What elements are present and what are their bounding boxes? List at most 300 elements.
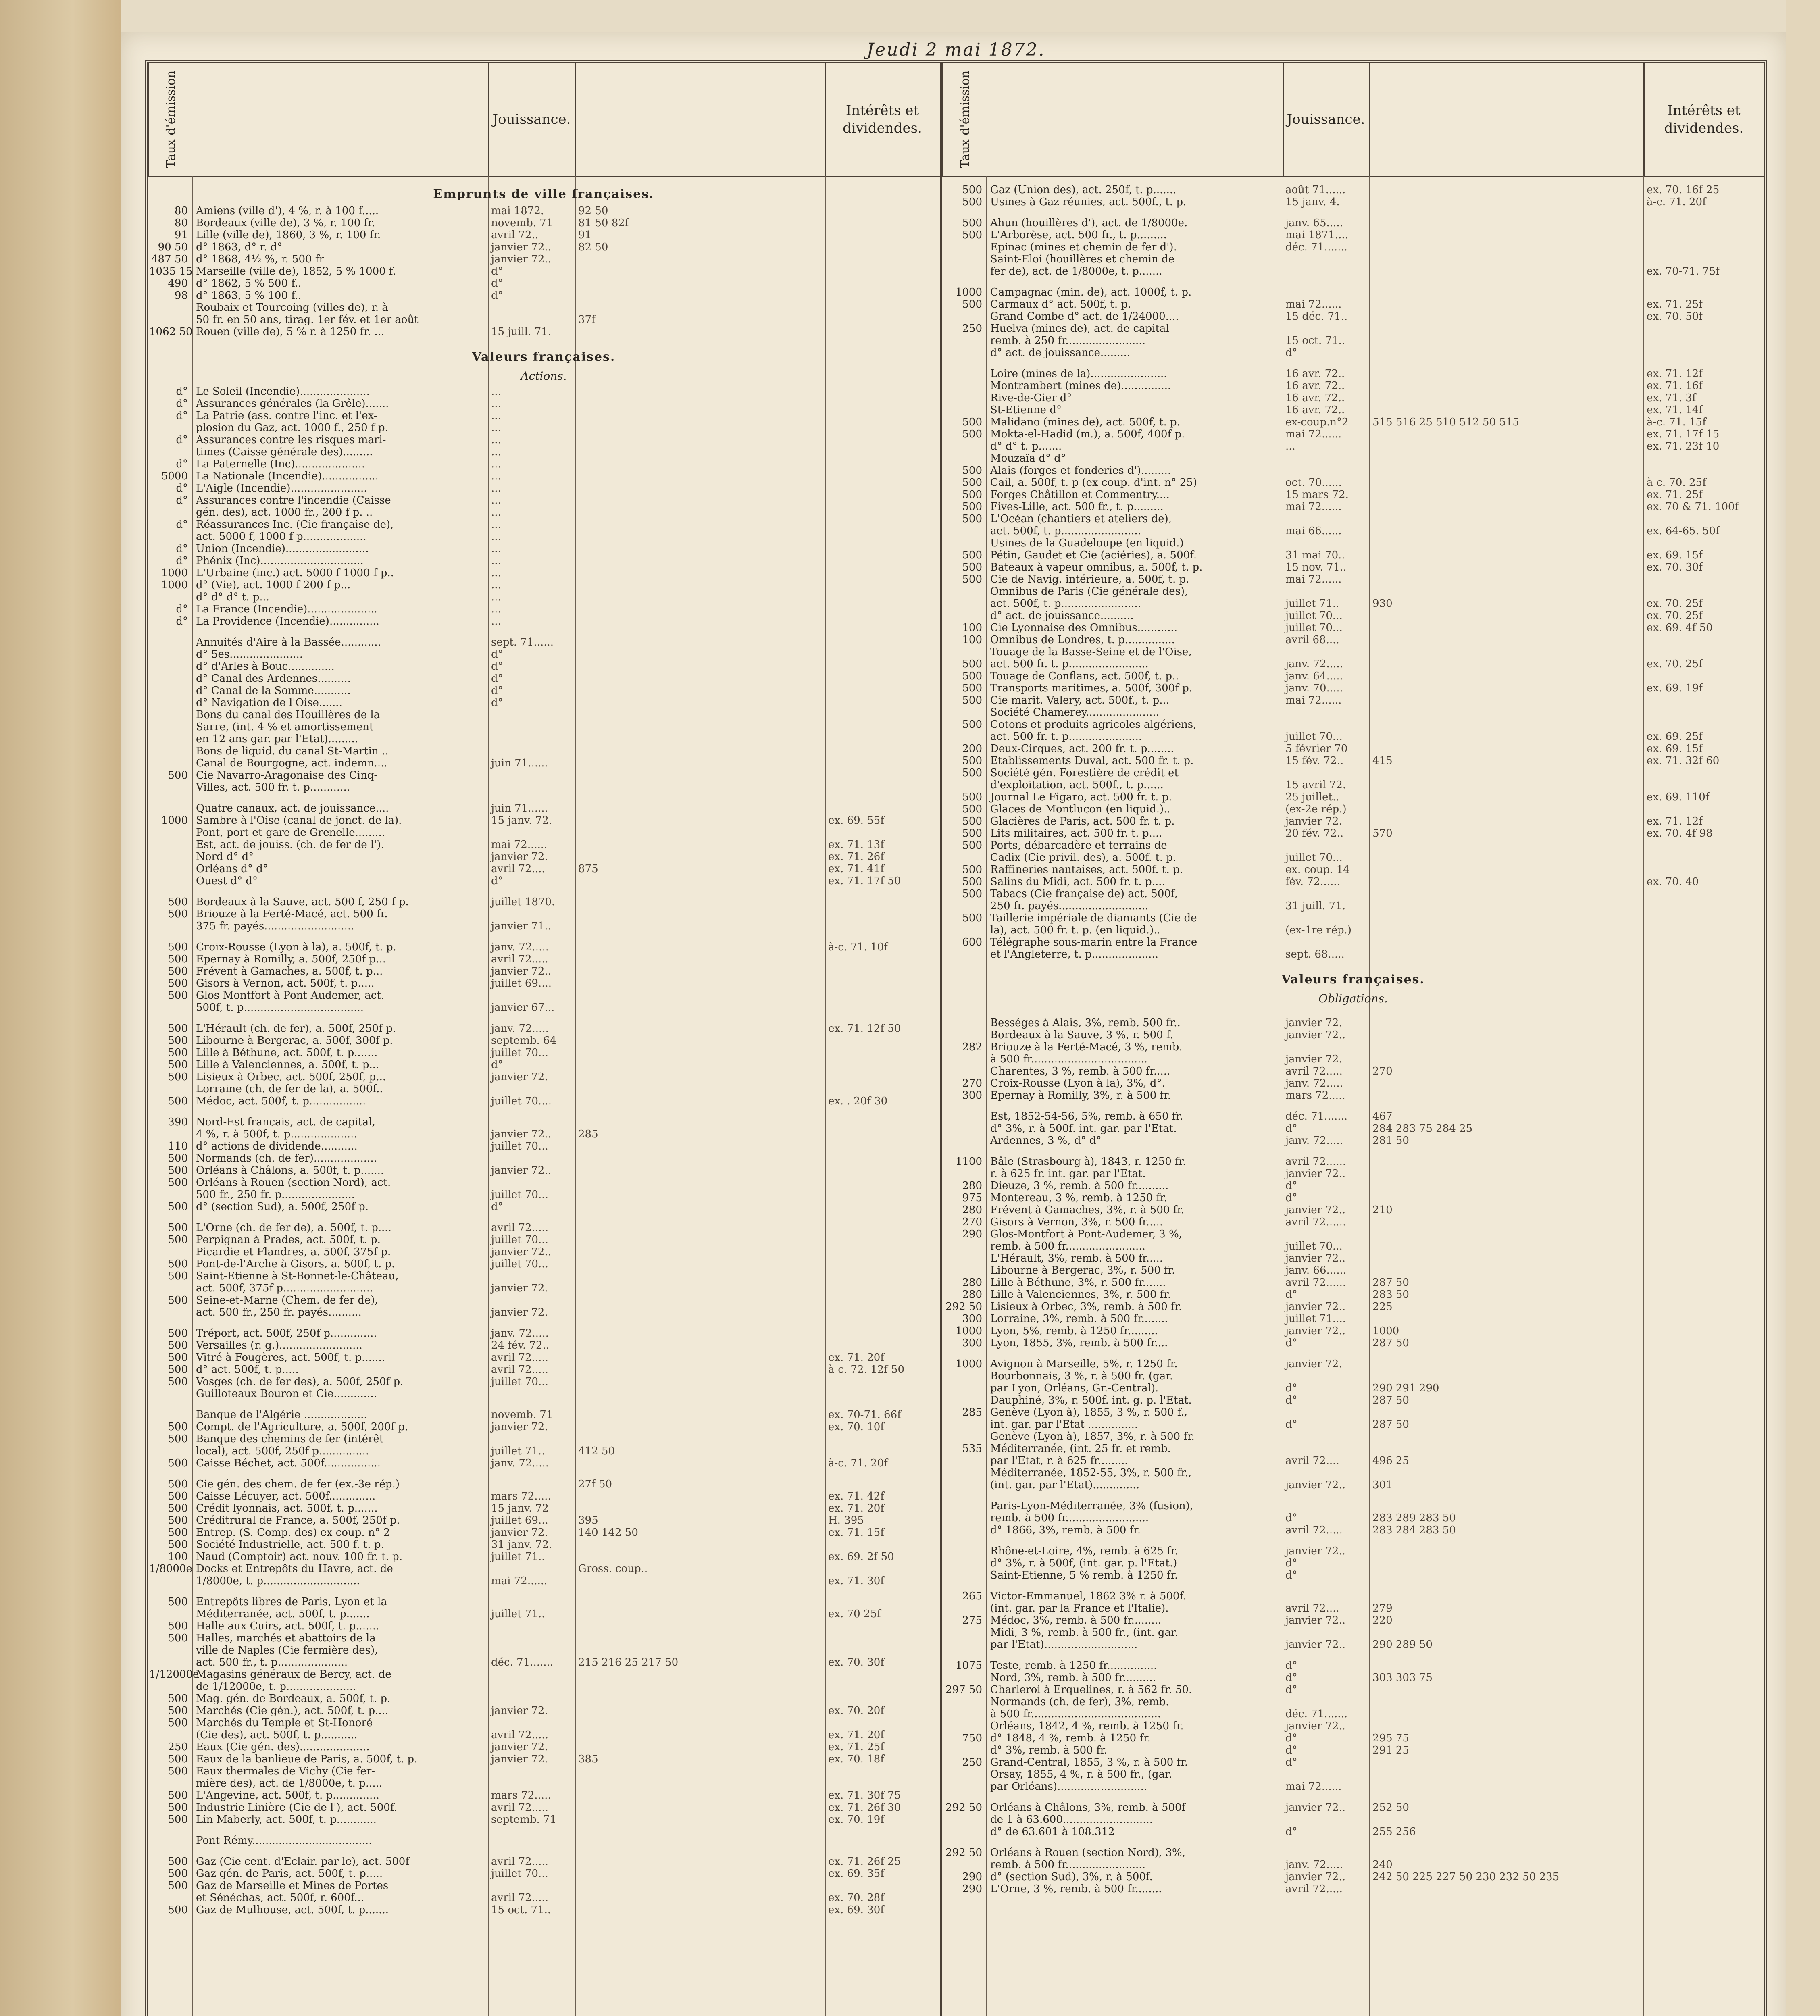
table-row <box>942 298 1764 310</box>
table-row <box>148 458 940 470</box>
designation-cell: Assurances contre l'incendie (Caisse <box>196 494 391 506</box>
taux-cell: 500 <box>168 896 188 908</box>
designation-cell: local), act. 500f, 250f p............... <box>196 1445 369 1457</box>
table-row <box>942 1418 1764 1431</box>
designation-cell: (int. gar. par la France et l'Italie). <box>990 1602 1169 1614</box>
jouissance-cell: 16 avr. 72.. <box>1285 404 1345 416</box>
jouissance-cell: janvier 72. <box>491 1527 548 1539</box>
jouissance-cell: mai 72...... <box>1285 428 1342 440</box>
designation-cell: d° actions de dividende........... <box>196 1140 358 1152</box>
jouissance-cell: mars 72..... <box>1285 1089 1345 1102</box>
taux-cell: 500 <box>962 694 982 706</box>
cours-cell: 385 <box>578 1753 598 1765</box>
table-row <box>942 416 1764 428</box>
taux-cell: 300 <box>962 1337 982 1349</box>
dividend-cell: ex. 70. 20f <box>828 1705 884 1717</box>
jouissance-cell: 25 juillet.. <box>1285 791 1339 803</box>
jouissance-cell: ... <box>491 470 501 482</box>
taux-cell: 5000 <box>161 470 188 482</box>
taux-cell: 490 <box>168 277 188 289</box>
dividend-cell: ex. 70. 19f <box>828 1814 884 1826</box>
jouissance-cell: avril 72..... <box>491 1364 548 1376</box>
table-row <box>942 1053 1764 1065</box>
table-row <box>148 1620 940 1632</box>
row-spacer <box>942 1793 1764 1801</box>
table-row <box>148 1095 940 1107</box>
table-row <box>148 1035 940 1047</box>
row-spacer <box>148 1400 940 1409</box>
designation-cell: Halle aux Cuirs, act. 500f, t. p....... <box>196 1620 379 1632</box>
row-spacer <box>942 1838 1764 1847</box>
table-row <box>942 1639 1764 1651</box>
taux-cell: 535 <box>962 1443 982 1455</box>
table-row <box>942 1228 1764 1240</box>
table-row <box>148 494 940 506</box>
jouissance-cell: août 71...... <box>1285 184 1346 196</box>
table-row <box>148 896 940 908</box>
table-row <box>148 1705 940 1717</box>
taux-cell: d° <box>176 410 188 422</box>
designation-cell: Mokta-el-Hadid (m.), a. 500f, 400f p. <box>990 428 1185 440</box>
table-row <box>148 851 940 863</box>
taux-cell: 500 <box>168 1632 188 1644</box>
designation-cell: Rouen (ville de), 5 % r. à 1250 fr. ... <box>196 326 385 338</box>
table-row <box>942 1500 1764 1512</box>
jouissance-cell: juillet 1870. <box>491 896 555 908</box>
designation-cell: (Cie des), act. 500f, t. p........... <box>196 1729 358 1741</box>
designation-cell: L'Aigle (Incendie)....................... <box>196 482 367 494</box>
table-row <box>942 335 1764 347</box>
table-row <box>942 658 1764 670</box>
cours-cell: 37f <box>578 314 596 326</box>
designation-cell: Ports, débarcadère et terrains de <box>990 839 1167 852</box>
table-row <box>942 815 1764 827</box>
taux-cell: 500 <box>168 1421 188 1433</box>
dividend-cell: ex. 71. 41f <box>828 863 884 875</box>
table-row <box>942 803 1764 815</box>
designation-cell: Lorraine, 3%, remb. à 500 fr........ <box>990 1313 1168 1325</box>
table-row <box>942 1814 1764 1826</box>
designation-cell: times (Caisse générale des)......... <box>196 446 373 458</box>
table-row <box>148 1258 940 1270</box>
table-row <box>148 1071 940 1083</box>
table-row <box>148 1575 940 1587</box>
jouissance-cell: mars 72..... <box>491 1789 551 1801</box>
table-row <box>148 1140 940 1152</box>
jouissance-cell: mai 1871.... <box>1285 229 1348 241</box>
table-row <box>942 1313 1764 1325</box>
designation-cell: Libourne à Bergerac, 3%, r. 500 fr. <box>990 1264 1175 1277</box>
table-row <box>942 1744 1764 1756</box>
designation-cell: Pont, port et gare de Grenelle......... <box>196 827 385 839</box>
table-row <box>148 1421 940 1433</box>
designation-cell: Bâle (Strasbourg à), 1843, r. 1250 fr. <box>990 1156 1186 1168</box>
jouissance-cell: (ex-2e rép.) <box>1285 803 1347 815</box>
designation-cell: Touage de la Basse-Seine et de l'Oise, <box>990 646 1192 658</box>
table-row <box>942 839 1764 852</box>
jouissance-cell: janvier 72.. <box>491 241 552 253</box>
cours-cell: 81 50 82f <box>578 217 629 229</box>
header-jouissance: Jouissance. <box>488 63 576 176</box>
taux-cell: 1/8000e <box>149 1563 192 1575</box>
jouissance-cell: d° <box>491 265 503 277</box>
jouissance-cell: septemb. 64 <box>491 1035 557 1047</box>
designation-cell: Briouze à la Ferté-Macé, 3 %, remb. <box>990 1041 1183 1053</box>
table-row <box>942 1370 1764 1382</box>
designation-cell: Nord-Est français, act. de capital, <box>196 1116 375 1128</box>
designation-cell: Pont-de-l'Arche à Gisors, a. 500f, t. p. <box>196 1258 395 1270</box>
designation-cell: Raffineries nantaises, act. 500f. t. p. <box>990 864 1183 876</box>
row-spacer <box>942 960 1764 969</box>
table-row <box>148 697 940 709</box>
taux-cell: 270 <box>962 1077 982 1089</box>
dividend-cell: à-c. 72. 12f 50 <box>828 1364 905 1376</box>
table-row <box>942 1847 1764 1859</box>
designation-cell: act. 500f, t. p........................ <box>990 598 1141 610</box>
jouissance-cell: d° <box>491 289 503 302</box>
taux-cell: 500 <box>168 941 188 953</box>
jouissance-cell: ... <box>491 410 501 422</box>
jouissance-cell: d° <box>1285 1569 1297 1581</box>
jouissance-cell: janvier 72.. <box>1285 1325 1346 1337</box>
taux-cell: 500 <box>168 769 188 781</box>
table-row <box>942 1277 1764 1289</box>
table-row <box>148 1681 940 1693</box>
designation-cell: à 500 fr....................................... <box>990 1708 1161 1720</box>
dividend-cell: ex. 70. 40 <box>1647 876 1699 888</box>
dividend-cell: ex. 71. 12f 50 <box>828 1023 901 1035</box>
dividend-cell: ex. 70. 25f <box>1647 598 1703 610</box>
taux-cell: 487 50 <box>151 253 188 265</box>
jouissance-cell: avril 72...... <box>1285 1156 1346 1168</box>
taux-cell: 500 <box>168 1789 188 1801</box>
designation-cell: Banque de l'Algérie ................... <box>196 1409 367 1421</box>
taux-cell: 390 <box>168 1116 188 1128</box>
table-row <box>942 1077 1764 1089</box>
table-row <box>148 1765 940 1777</box>
jouissance-cell: d° <box>1285 1660 1297 1672</box>
jouissance-cell: d° <box>491 648 503 660</box>
designation-cell: (int. gar. par l'Etat).............. <box>990 1479 1139 1491</box>
taux-cell: d° <box>176 519 188 531</box>
header-designation <box>192 63 489 176</box>
table-row <box>942 1123 1764 1135</box>
jouissance-cell: ... <box>491 434 501 446</box>
jouissance-cell: avril 72..... <box>491 1352 548 1364</box>
row-spacer <box>942 208 1764 217</box>
table-row <box>148 302 940 314</box>
taux-cell: 500 <box>168 1352 188 1364</box>
taux-cell: 500 <box>168 1527 188 1539</box>
taux-cell: 975 <box>962 1192 982 1204</box>
taux-cell: 500 <box>168 1539 188 1551</box>
table-row <box>148 1880 940 1892</box>
cours-cell: 91 <box>578 229 592 241</box>
taux-cell: 500 <box>962 196 982 208</box>
designation-cell: et Sénéchas, act. 500f, r. 600f... <box>196 1892 364 1904</box>
table-row <box>148 205 940 217</box>
jouissance-cell: ... <box>491 398 501 410</box>
designation-cell: Loire (mines de la)....................... <box>990 368 1167 380</box>
row-spacer <box>942 359 1764 368</box>
table-row <box>148 1856 940 1868</box>
designation-cell: Gaz (Union des), act. 250f, t. p....... <box>990 184 1177 196</box>
dividend-cell: H. 395 <box>828 1514 864 1527</box>
binding-edge <box>0 0 121 2016</box>
row-spacer <box>942 1349 1764 1358</box>
dividend-cell: ex. 71. 3f <box>1647 392 1696 404</box>
taux-cell: 100 <box>962 622 982 634</box>
jouissance-cell: janv. 64..... <box>1285 670 1343 682</box>
table-row <box>942 876 1764 888</box>
row-spacer <box>148 1826 940 1835</box>
designation-cell: act. 500 fr., 250 fr. payés.......... <box>196 1306 362 1318</box>
designation-cell: Bons du canal des Houillères de la <box>196 709 380 721</box>
jouissance-cell: d° <box>1285 1123 1297 1135</box>
designation-cell: Gaz gén. de Paris, act. 500f, t. p..... <box>196 1868 383 1880</box>
table-row <box>148 1632 940 1644</box>
table-row <box>148 1892 940 1904</box>
designation-cell: Lille à Valenciennes, 3%, r. 500 fr. <box>990 1289 1171 1301</box>
table-row <box>942 694 1764 706</box>
table-row <box>942 1871 1764 1883</box>
jouissance-cell: janv. 72..... <box>491 941 549 953</box>
table-row <box>148 591 940 603</box>
taux-cell: 275 <box>962 1614 982 1627</box>
taux-cell: 500 <box>168 1693 188 1705</box>
designation-cell: Caisse Béchet, act. 500f................. <box>196 1457 381 1469</box>
jouissance-cell: juillet 70... <box>491 1258 548 1270</box>
designation-cell: d° Canal des Ardennes.......... <box>196 673 351 685</box>
cours-cell: 295 75 <box>1372 1732 1409 1744</box>
jouissance-cell: 15 mars 72. <box>1285 489 1349 501</box>
designation-cell: Rhône-et-Loire, 4%, remb. à 625 fr. <box>990 1545 1178 1557</box>
designation-cell: par Orléans)........................... <box>990 1781 1147 1793</box>
designation-cell: remb. à 500 fr........................ <box>990 1859 1145 1871</box>
designation-cell: Epinac (mines et chemin de fer d'). <box>990 241 1177 253</box>
jouissance-cell: (ex-1re rép.) <box>1285 924 1352 936</box>
taux-cell: 285 <box>962 1406 982 1418</box>
designation-cell: Union (Incendie)......................... <box>196 543 369 555</box>
designation-cell: d° 1863, 5 % 100 f.. <box>196 289 302 302</box>
table-row <box>148 385 940 398</box>
taux-cell: 500 <box>168 1339 188 1352</box>
jouissance-cell: juillet 71.... <box>1285 1313 1346 1325</box>
cours-cell: 220 <box>1372 1614 1393 1627</box>
jouissance-cell: janvier 72. <box>491 1741 548 1753</box>
designation-cell: d° Navigation de l'Oise....... <box>196 697 342 709</box>
right-column <box>942 63 1764 2016</box>
left-column <box>148 63 942 2016</box>
cours-cell: 252 50 <box>1372 1801 1409 1814</box>
taux-cell: 200 <box>962 743 982 755</box>
table-row <box>942 731 1764 743</box>
newspaper-page <box>121 32 1786 2016</box>
designation-cell: Mag. gén. de Bordeaux, a. 500f, t. p. <box>196 1693 391 1705</box>
designation-cell: Marchés (Cie gén.), act. 500f, t. p.... <box>196 1705 389 1717</box>
designation-cell: Lorraine (ch. de fer de la), a. 500f.. <box>196 1083 383 1095</box>
cours-cell: 215 216 25 217 50 <box>578 1656 679 1668</box>
designation-cell: L'Hérault (ch. de fer), a. 500f, 250f p. <box>196 1023 396 1035</box>
jouissance-cell: 20 fév. 72.. <box>1285 827 1344 839</box>
taux-cell: 300 <box>962 1313 982 1325</box>
table-row <box>942 1756 1764 1768</box>
cours-cell: 281 50 <box>1372 1135 1409 1147</box>
row-spacer <box>148 1213 940 1222</box>
taux-cell: 500 <box>168 1433 188 1445</box>
table-row <box>942 1180 1764 1192</box>
taux-cell: 280 <box>962 1277 982 1289</box>
designation-cell: de 1/12000e, t. p..................... <box>196 1681 356 1693</box>
jouissance-cell: 15 fév. 72.. <box>1285 755 1344 767</box>
jouissance-cell: d° <box>1285 1732 1297 1744</box>
table-row <box>148 1409 940 1421</box>
taux-cell: 290 <box>962 1228 982 1240</box>
designation-cell: La Providence (Incendie)............... <box>196 615 379 627</box>
designation-cell: d° 1862, 5 % 500 f.. <box>196 277 302 289</box>
table-row <box>942 310 1764 323</box>
designation-cell: Ardennes, 3 %, d° d° <box>990 1135 1102 1147</box>
designation-cell: 250 fr. payés........................... <box>990 900 1149 912</box>
designation-cell: Gisors à Vernon, act. 500f, t. p..... <box>196 977 375 989</box>
designation-cell: Usines de la Guadeloupe (en liquid.) <box>990 537 1184 549</box>
designation-cell: Cadix (Cie privil. des), a. 500f. t. p. <box>990 852 1177 864</box>
row-spacer <box>942 1147 1764 1156</box>
designation-cell: Entrepôts libres de Paris, Lyon et la <box>196 1596 387 1608</box>
dividend-cell: ex. 71. 25f <box>1647 298 1703 310</box>
designation-cell: 1/8000e, t. p............................. <box>196 1575 360 1587</box>
designation-cell: act. 500 fr. t. p........................ <box>990 658 1149 670</box>
jouissance-cell: avril 72.. <box>491 229 539 241</box>
taux-cell: 500 <box>962 719 982 731</box>
designation-cell: Eaux de la banlieue de Paris, a. 500f, t. p. <box>196 1753 418 1765</box>
jouissance-cell: d° <box>1285 1289 1297 1301</box>
jouissance-cell: d° <box>491 660 503 673</box>
table-row <box>942 241 1764 253</box>
dividend-cell: ex. 70. 30f <box>1647 561 1703 573</box>
designation-cell: Villes, act. 500 fr. t. p............ <box>196 781 350 793</box>
designation-cell: Est, 1852-54-56, 5%, remb. à 650 fr. <box>990 1110 1183 1123</box>
table-row <box>148 827 940 839</box>
designation-cell: Croix-Rousse (Lyon à la), a. 500f, t. p. <box>196 941 396 953</box>
page-edge <box>1786 0 1820 2016</box>
table-row <box>942 1545 1764 1557</box>
taux-cell: 500 <box>962 549 982 561</box>
taux-cell: d° <box>176 434 188 446</box>
jouissance-cell: ... <box>491 385 501 398</box>
table-row <box>148 1527 940 1539</box>
designation-cell: Cie marit. Valery, act. 500f., t. p... <box>990 694 1170 706</box>
table-row <box>942 1301 1764 1313</box>
cours-cell: 496 25 <box>1372 1455 1409 1467</box>
designation-cell: remb. à 500 fr........................ <box>990 1240 1145 1252</box>
jouissance-cell: avril 72..... <box>1285 1065 1343 1077</box>
table-row <box>942 743 1764 755</box>
table-row <box>148 1445 940 1457</box>
table-row <box>148 519 940 531</box>
designation-cell: Frévent à Gamaches, 3%, r. à 500 fr. <box>990 1204 1185 1216</box>
jouissance-cell: 15 oct. 71.. <box>491 1904 551 1916</box>
dividend-cell: ex. 71. 30f 75 <box>828 1789 901 1801</box>
table-row <box>942 634 1764 646</box>
designation-cell: Orléans à Rouen (section Nord), act. <box>196 1177 391 1189</box>
table-row <box>942 598 1764 610</box>
table-row <box>942 1089 1764 1102</box>
table-row <box>148 1059 940 1071</box>
taux-cell: 500 <box>962 658 982 670</box>
designation-cell: Salins du Midi, act. 500 fr. t. p.... <box>990 876 1165 888</box>
table-row <box>942 452 1764 464</box>
designation-cell: Omnibus de Londres, t. p............... <box>990 634 1175 646</box>
table-row <box>148 482 940 494</box>
jouissance-cell: janvier 72.. <box>1285 1720 1346 1732</box>
designation-cell: Grand-Central, 1855, 3 %, r. à 500 fr. <box>990 1756 1188 1768</box>
designation-cell: Bateaux à vapeur omnibus, a. 500f, t. p. <box>990 561 1203 573</box>
designation-cell: L'Angevine, act. 500f, t. p.............. <box>196 1789 379 1801</box>
taux-cell: 500 <box>168 1502 188 1514</box>
designation-cell: Teste, remb. à 1250 fr............... <box>990 1660 1157 1672</box>
taux-cell: 500 <box>168 1201 188 1213</box>
designation-cell: Assurances générales (la Grêle)....... <box>196 398 389 410</box>
designation-cell: Eaux (Cie gén. des)..................... <box>196 1741 370 1753</box>
dividend-cell: ex. 70-71. 75f <box>1647 265 1720 277</box>
taux-cell: 500 <box>168 1801 188 1814</box>
taux-cell: 270 <box>962 1216 982 1228</box>
jouissance-cell: janv. 72..... <box>1285 1135 1343 1147</box>
table-row <box>942 852 1764 864</box>
cours-cell: 412 50 <box>578 1445 615 1457</box>
jouissance-cell: avril 72..... <box>491 1856 548 1868</box>
jouissance-cell: juillet 71.. <box>491 1551 545 1563</box>
cours-cell: 283 289 283 50 <box>1372 1512 1456 1524</box>
table-row <box>148 863 940 875</box>
quotation-table <box>145 40 1767 2016</box>
designation-cell: Charentes, 3 %, remb. à 500 fr..... <box>990 1065 1170 1077</box>
dividend-cell: ex. 69. 2f 50 <box>828 1551 894 1563</box>
table-row <box>148 1551 940 1563</box>
designation-cell: Lille (ville de), 1860, 3 %, r. 100 fr. <box>196 229 381 241</box>
table-row <box>148 277 940 289</box>
designation-cell: Nord d° d° <box>196 851 254 863</box>
table-row <box>942 265 1764 277</box>
table-row <box>942 1732 1764 1744</box>
dividend-cell: ex. 71. 26f 30 <box>828 1801 901 1814</box>
taux-cell: 500 <box>962 573 982 585</box>
table-row <box>148 1596 940 1608</box>
designation-cell: Bourbonnais, 3 %, r. à 500 fr. (gar. <box>990 1370 1173 1382</box>
taux-cell: 500 <box>168 1705 188 1717</box>
taux-cell: 500 <box>168 1071 188 1083</box>
taux-cell: 500 <box>962 428 982 440</box>
designation-cell: Pont-Rémy.................................... <box>196 1835 372 1847</box>
table-row <box>942 646 1764 658</box>
table-row <box>942 779 1764 791</box>
taux-cell: 500 <box>962 464 982 477</box>
jouissance-cell: janv. 72..... <box>1285 658 1343 670</box>
table-row <box>942 791 1764 803</box>
dividend-cell: ex. 69. 15f <box>1647 549 1703 561</box>
table-row <box>148 241 940 253</box>
dividend-cell: ex. 71. 30f <box>828 1575 884 1587</box>
jouissance-cell: novemb. 71 <box>491 217 553 229</box>
cours-cell: 287 50 <box>1372 1337 1409 1349</box>
jouissance-cell: janvier 72.. <box>491 253 552 265</box>
table-row <box>148 920 940 932</box>
taux-cell: 750 <box>962 1732 982 1744</box>
table-row <box>942 573 1764 585</box>
dividend-cell: ex. . 20f 30 <box>828 1095 888 1107</box>
jouissance-cell: janvier 72. <box>491 851 548 863</box>
